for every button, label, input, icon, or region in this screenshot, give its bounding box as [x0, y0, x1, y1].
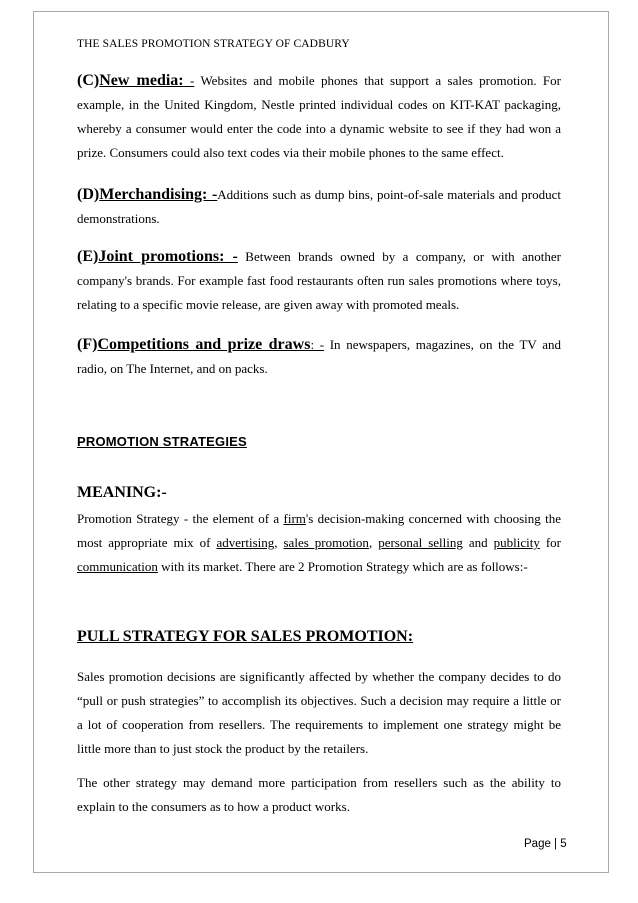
item-d-letter: (D): [77, 186, 100, 203]
promotion-strategies-heading: [77, 433, 561, 451]
item-c-term: New media:: [99, 72, 184, 89]
item-competitions: [77, 333, 561, 381]
meaning-t4: ,: [368, 535, 379, 550]
item-e-term: Joint promotions: -: [98, 248, 238, 265]
item-e-letter: (E): [77, 248, 99, 265]
meaning-t2: 's decision-making concerned with choosing the most appropriate mix of: [77, 511, 561, 550]
item-c-letter: (C): [77, 72, 100, 89]
link-sales-promotion[interactable]: sales promotion: [283, 535, 369, 550]
item-d-term: Merchandising: -: [99, 186, 218, 203]
item-new-media: [77, 69, 561, 165]
promotion-strategies-heading-text: PROMOTION STRATEGIES: [77, 434, 247, 449]
meaning-heading: [77, 484, 561, 502]
meaning-t6: for: [539, 535, 562, 550]
pull-strategy-heading-text: PULL STRATEGY FOR SALES PROMOTION:: [77, 628, 414, 645]
item-f-dash: : -: [310, 337, 325, 352]
meaning-t3: ,: [274, 535, 284, 550]
link-advertising[interactable]: advertising: [216, 535, 275, 550]
meaning-t7: with its market. There are 2 Promotion Strategy which are as follows:-: [157, 559, 528, 574]
meaning-paragraph: [77, 507, 561, 579]
item-joint-promotions: [77, 245, 561, 317]
meaning-t1: Promotion Strategy - the element of a: [77, 511, 284, 526]
running-header: THE SALES PROMOTION STRATEGY OF CADBURY: [77, 38, 350, 50]
item-c-text: Websites and mobile phones that support a sales promotion. For example, in the United Kingdom, Nestle printed individual codes on KIT-KAT packaging, whereby a consumer would enter the code into a dynamic website to see if they had won a prize. Consumers could also text codes via their mobile phones to the same effect.: [77, 73, 561, 160]
meaning-heading-text: MEANING:-: [77, 484, 167, 501]
item-merchandising: [77, 183, 561, 231]
item-e-text: Between brands owned by a company, or with another company's brands. For example fast food restaurants often run sales promotions where toys, relating to a specific movie release, are given away with promoted meals.: [77, 249, 562, 312]
link-communication[interactable]: communication: [77, 559, 158, 574]
pull-strategy-heading: [77, 628, 561, 646]
item-f-term: Competitions and prize draws: [97, 336, 311, 353]
pull-strategy-p1-text: Sales promotion decisions are significantly affected by whether the company decides to do “pull or push strategies” to accomplish its objectives. Such a decision may require a little or a lot of cooperation from resellers. The requirements to implement one strategy might be little more than to just stock the product by the retailers.: [77, 669, 561, 756]
item-f-text: In newspapers, magazines, on the TV and radio, on The Internet, and on packs.: [77, 337, 561, 376]
page-number: Page | 5: [524, 838, 567, 850]
meaning-t5: and: [462, 535, 494, 550]
item-f-letter: (F): [77, 336, 98, 353]
item-d-text: Additions such as dump bins, point-of-sale materials and product demonstrations.: [77, 187, 561, 226]
pull-strategy-p2-text: The other strategy may demand more participation from resellers such as the ability to explain to the consumers as to how a product works.: [77, 775, 561, 814]
link-personal-selling[interactable]: personal selling: [378, 535, 463, 550]
link-publicity[interactable]: publicity: [493, 535, 540, 550]
pull-strategy-paragraph-2: [77, 771, 561, 819]
pull-strategy-paragraph-1: [77, 665, 561, 761]
link-firm[interactable]: firm: [283, 511, 306, 526]
item-c-dash: -: [183, 73, 195, 88]
